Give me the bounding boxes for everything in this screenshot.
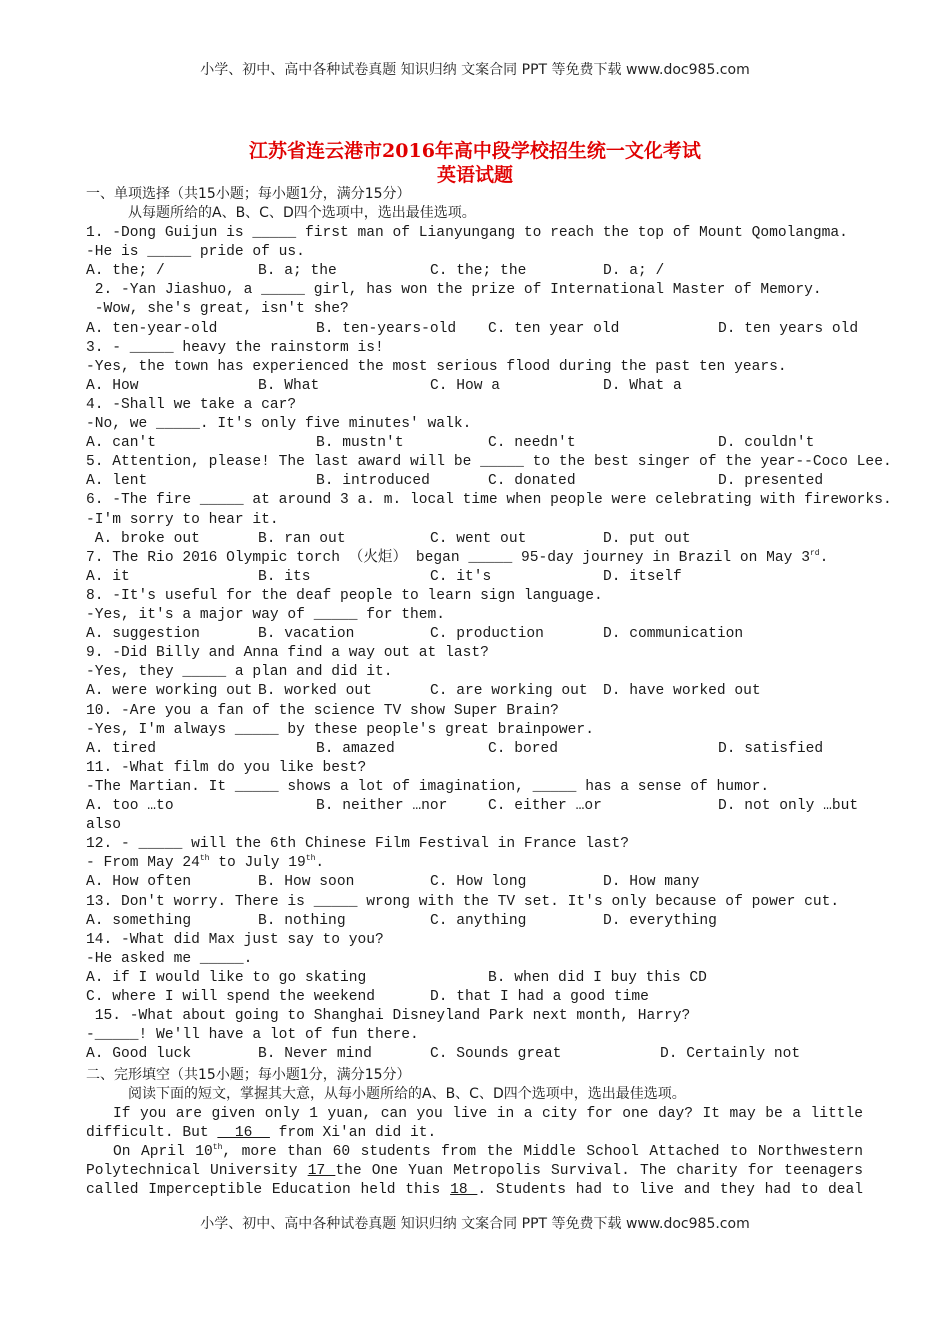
option-a: A. How bbox=[86, 377, 139, 394]
question-line: 4. -Shall we take a car? bbox=[86, 396, 297, 413]
option-a: A. were working out bbox=[86, 683, 253, 700]
option-b: B. neither …nor bbox=[316, 798, 448, 814]
option-a: A. something bbox=[86, 912, 192, 929]
question-line: 2. -Yan Jiashuo, a _____ girl, has won the prize of International Master of Memory. bbox=[86, 282, 822, 299]
passage-line: If you are given only 1 yuan, can you live in a city for one day? It may be a little bbox=[113, 1106, 863, 1122]
option-c: C. needn't bbox=[488, 435, 576, 452]
option-d: D. that I had a good time bbox=[430, 989, 649, 1005]
passage-text: difficult. But bbox=[86, 1125, 218, 1141]
option-d: D. What a bbox=[603, 377, 682, 394]
option-c: C. Sounds great bbox=[430, 1046, 562, 1063]
question-line: 1. -Dong Guijun is _____ first man of Lianyungang to reach the top of Mount Qomolangma. bbox=[86, 225, 848, 241]
option-b: B. vacation bbox=[258, 626, 355, 643]
option-b: B. How soon bbox=[258, 874, 355, 891]
option-a: A. Good luck bbox=[86, 1046, 192, 1063]
question-line: -_____! We'll have a lot of fun there. bbox=[86, 1027, 419, 1044]
option-b: B. when did I buy this CD bbox=[488, 969, 707, 986]
question-line: -Wow, she's great, isn't she? bbox=[86, 301, 349, 318]
passage-text: Polytechnical University bbox=[86, 1163, 308, 1179]
question-line: 13. Don't worry. There is _____ wrong with the TV set. It's only because of power cut. bbox=[86, 893, 840, 910]
option-a: A. can't bbox=[86, 435, 157, 452]
passage-line bbox=[86, 1181, 863, 1200]
passage-line bbox=[86, 1124, 436, 1143]
question-line: 6. -The fire _____ at around 3 a. m. local time when people were celebrating with fireworks. bbox=[86, 492, 892, 509]
question-line: 11. -What film do you like best? bbox=[86, 759, 367, 776]
option-b: B. ten-years-old bbox=[316, 320, 457, 337]
question-line: 12. - _____ will the 6th Chinese Film Festival in France last? bbox=[86, 836, 629, 853]
question-line: 15. -What about going to Shanghai Disneyland Park next month, Harry? bbox=[86, 1008, 691, 1025]
question-line: 9. -Did Billy and Anna find a way out at last? bbox=[86, 645, 489, 662]
question-line: 5. Attention, please! The last award will be _____ to the best singer of the year--Coco Lee. bbox=[86, 454, 892, 471]
question-line: -Yes, I'm always _____ by these people's great brainpower. bbox=[86, 721, 594, 738]
option-a: A. lent bbox=[86, 473, 148, 490]
option-d: D. put out bbox=[603, 530, 691, 547]
option-b: B. Never mind bbox=[258, 1046, 372, 1063]
option-a: A. too …to bbox=[86, 798, 174, 814]
question-line: -Yes, it's a major way of _____ for them. bbox=[86, 607, 446, 623]
superscript: th bbox=[305, 854, 316, 864]
question-line: 10. -Are you a fan of the science TV show Super Brain? bbox=[86, 702, 559, 719]
option-d: D. Certainly not bbox=[660, 1046, 801, 1063]
question-line: -The Martian. It _____ shows a lot of imagination, _____ has a sense of humor. bbox=[86, 778, 770, 795]
passage-text: . Students had to live and they had to deal bbox=[477, 1182, 863, 1198]
option-c: C. donated bbox=[488, 473, 576, 490]
exam-title: 江苏省连云港市2016年高中段学校招生统一文化考试 bbox=[249, 140, 701, 162]
option-a: A. if I would like to go skating bbox=[86, 969, 367, 986]
option-c: C. How a bbox=[430, 377, 501, 394]
question-line: also bbox=[86, 817, 122, 834]
question-text: 7. The Rio 2016 Olympic torch （火炬） began _____ 95-day journey in Brazil on May 3 bbox=[86, 549, 810, 566]
passage-text: , more than 60 students from the Middle School Attached to Northwestern bbox=[222, 1144, 863, 1160]
question-line: -Yes, the town has experienced the most serious flood during the past ten years. bbox=[86, 358, 787, 375]
option-b: B. ran out bbox=[258, 530, 346, 547]
passage-text: called Imperceptible Education held this bbox=[86, 1182, 451, 1198]
option-c: C. either …or bbox=[488, 798, 602, 814]
option-c: C. it's bbox=[430, 568, 492, 585]
option-a: A. the; / bbox=[86, 263, 165, 280]
option-d: D. itself bbox=[603, 568, 682, 585]
question-line: 3. - _____ heavy the rainstorm is! bbox=[86, 339, 384, 356]
option-c: C. went out bbox=[430, 530, 527, 547]
section2-instruction: 阅读下面的短文，掌握其大意，从每小题所给的A、B、C、D四个选项中，选出最佳选项。 bbox=[128, 1086, 686, 1102]
option-d: D. How many bbox=[603, 874, 700, 891]
superscript: rd bbox=[809, 548, 820, 558]
option-b: B. nothing bbox=[258, 912, 346, 929]
option-c: C. where I will spend the weekend bbox=[86, 989, 376, 1005]
option-c: C. How long bbox=[430, 874, 527, 891]
section1-instruction: 从每题所给的A、B、C、D四个选项中，选出最佳选项。 bbox=[128, 205, 476, 221]
option-c: C. the; the bbox=[430, 263, 527, 280]
option-b: B. mustn't bbox=[316, 435, 404, 452]
option-a: A. it bbox=[86, 568, 130, 585]
blank-17: 17 bbox=[307, 1163, 336, 1179]
superscript: th bbox=[199, 854, 210, 864]
passage-text: On April 10 bbox=[113, 1144, 213, 1160]
question-line: 8. -It's useful for the deaf people to learn sign language. bbox=[86, 587, 603, 604]
question-line: -He is _____ pride of us. bbox=[86, 244, 305, 261]
question-line: 14. -What did Max just say to you? bbox=[86, 931, 384, 948]
passage-line bbox=[86, 1162, 863, 1181]
superscript: th bbox=[212, 1143, 223, 1153]
option-d: D. communication bbox=[603, 626, 744, 643]
option-b: B. introduced bbox=[316, 473, 430, 490]
option-c: C. anything bbox=[430, 912, 527, 929]
option-d: D. ten years old bbox=[718, 320, 859, 337]
option-d: D. not only …but bbox=[718, 798, 859, 814]
option-c: C. are working out bbox=[430, 683, 588, 700]
option-a: A. suggestion bbox=[86, 626, 200, 643]
option-b: B. What bbox=[258, 377, 320, 394]
question-text: to July 19 bbox=[209, 855, 306, 872]
option-b: B. its bbox=[258, 568, 311, 585]
option-d: D. couldn't bbox=[718, 435, 815, 452]
question-line: -He asked me _____. bbox=[86, 950, 253, 967]
question-text: . bbox=[819, 549, 829, 566]
option-c: C. ten year old bbox=[488, 320, 620, 337]
option-a: A. tired bbox=[86, 740, 157, 757]
option-b: B. worked out bbox=[258, 683, 372, 700]
section1-heading: 一、单项选择（共15小题；每小题1分，满分15分） bbox=[86, 186, 411, 202]
section2-heading: 二、完形填空（共15小题；每小题1分，满分15分） bbox=[86, 1067, 411, 1083]
page-footer: 小学、初中、高中各种试卷真题 知识归纳 文案合同 PPT 等免费下载 www.doc985.com bbox=[200, 1216, 750, 1232]
passage-text: the One Yuan Metropolis Survival. The charity for teenagers bbox=[335, 1163, 864, 1179]
option-a: A. How often bbox=[86, 874, 192, 891]
option-d: D. presented bbox=[718, 473, 824, 490]
page-header: 小学、初中、高中各种试卷真题 知识归纳 文案合同 PPT 等免费下载 www.doc985.com bbox=[200, 62, 750, 78]
question-line bbox=[86, 854, 324, 873]
option-d: D. everything bbox=[603, 912, 717, 929]
option-d: D. a; / bbox=[603, 263, 665, 280]
blank-18: 18 bbox=[450, 1182, 478, 1198]
option-c: C. production bbox=[430, 626, 544, 643]
option-d: D. have worked out bbox=[603, 683, 761, 700]
option-a: A. ten-year-old bbox=[86, 320, 218, 337]
question-text: - From May 24 bbox=[86, 855, 200, 872]
question-text: . bbox=[315, 855, 325, 872]
passage-text: from Xi'an did it. bbox=[269, 1125, 437, 1141]
option-d: D. satisfied bbox=[718, 740, 824, 757]
exam-subtitle: 英语试题 bbox=[436, 164, 513, 186]
option-b: B. amazed bbox=[316, 740, 395, 757]
option-a: A. broke out bbox=[86, 530, 200, 547]
passage-line bbox=[86, 1143, 863, 1162]
question-line: -No, we _____. It's only five minutes' walk. bbox=[86, 416, 472, 432]
question-line: -I'm sorry to hear it. bbox=[86, 511, 279, 528]
option-c: C. bored bbox=[488, 740, 559, 757]
question-line: -Yes, they _____ a plan and did it. bbox=[86, 664, 393, 681]
question-line bbox=[86, 549, 828, 568]
blank-16: 16 bbox=[217, 1125, 270, 1141]
option-b: B. a; the bbox=[258, 263, 337, 280]
